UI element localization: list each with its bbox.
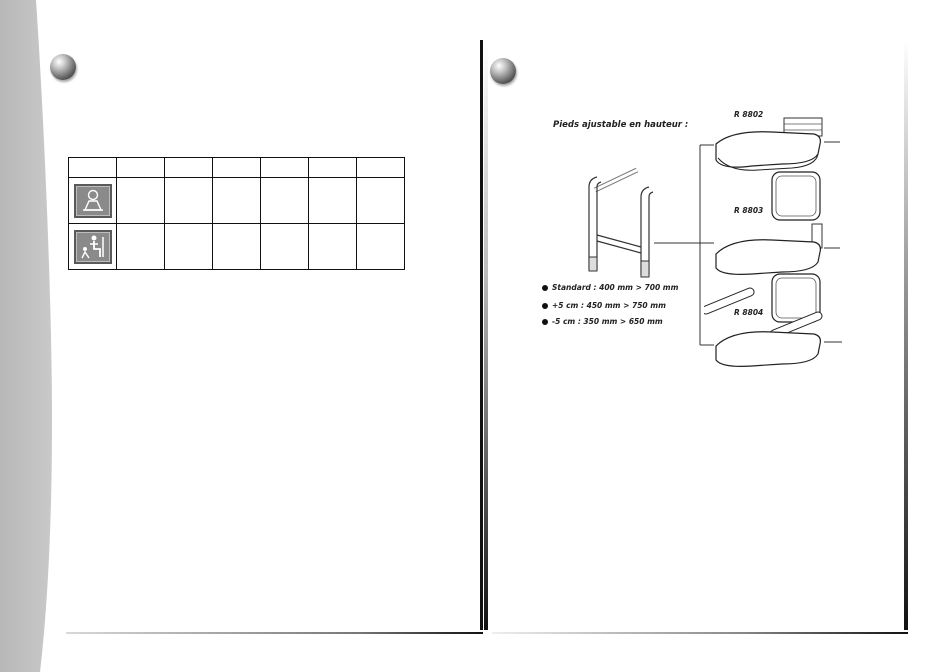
table-cell [261, 178, 309, 224]
table-cell [357, 158, 405, 178]
table-cell [117, 178, 165, 224]
table-cell [357, 178, 405, 224]
table-cell [117, 224, 165, 270]
seat-r8804-drawing [704, 270, 844, 370]
table-cell [165, 224, 213, 270]
height-option-label: -5 cm : 350 mm > 650 mm [552, 317, 663, 326]
section-bullet-icon [50, 54, 76, 80]
right-page [484, 40, 908, 630]
table-cell [213, 158, 261, 178]
bullet-icon [542, 285, 548, 291]
table-cell [309, 158, 357, 178]
wheelchair-user-icon [74, 184, 112, 218]
model-label-r8804: R 8804 [734, 308, 764, 317]
height-option-label: +5 cm : 450 mm > 750 mm [552, 301, 666, 310]
table-cell [69, 178, 117, 224]
table-cell [309, 178, 357, 224]
table-cell [213, 178, 261, 224]
table-cell [309, 224, 357, 270]
page-edge-decoration [0, 0, 60, 672]
adjustable-legs-title: Pieds ajustable en hauteur : [553, 120, 689, 130]
table-row [69, 178, 405, 224]
section-bullet-icon [490, 58, 516, 84]
seat-r8803-drawing [712, 168, 842, 278]
table-cell [261, 224, 309, 270]
table-cell [165, 178, 213, 224]
adjustable-legs-drawing [579, 135, 664, 285]
bullet-icon [542, 303, 548, 309]
table-cell [117, 158, 165, 178]
table-cell [165, 158, 213, 178]
model-label-r8802: R 8802 [734, 110, 764, 119]
table-cell [69, 158, 117, 178]
height-option-label: Standard : 400 mm > 700 mm [552, 283, 679, 292]
seated-person-icon [74, 230, 112, 264]
table-cell [261, 158, 309, 178]
page-bottom-rule [492, 632, 908, 634]
height-option-item [542, 317, 663, 326]
bullet-icon [542, 319, 548, 325]
table-row [69, 224, 405, 270]
table-header-row [69, 158, 405, 178]
table-cell [213, 224, 261, 270]
model-label-r8803: R 8803 [734, 206, 764, 215]
table-cell [357, 224, 405, 270]
user-category-table [68, 157, 405, 270]
table-cell [69, 224, 117, 270]
height-option-item [542, 301, 666, 310]
left-page [56, 40, 483, 630]
